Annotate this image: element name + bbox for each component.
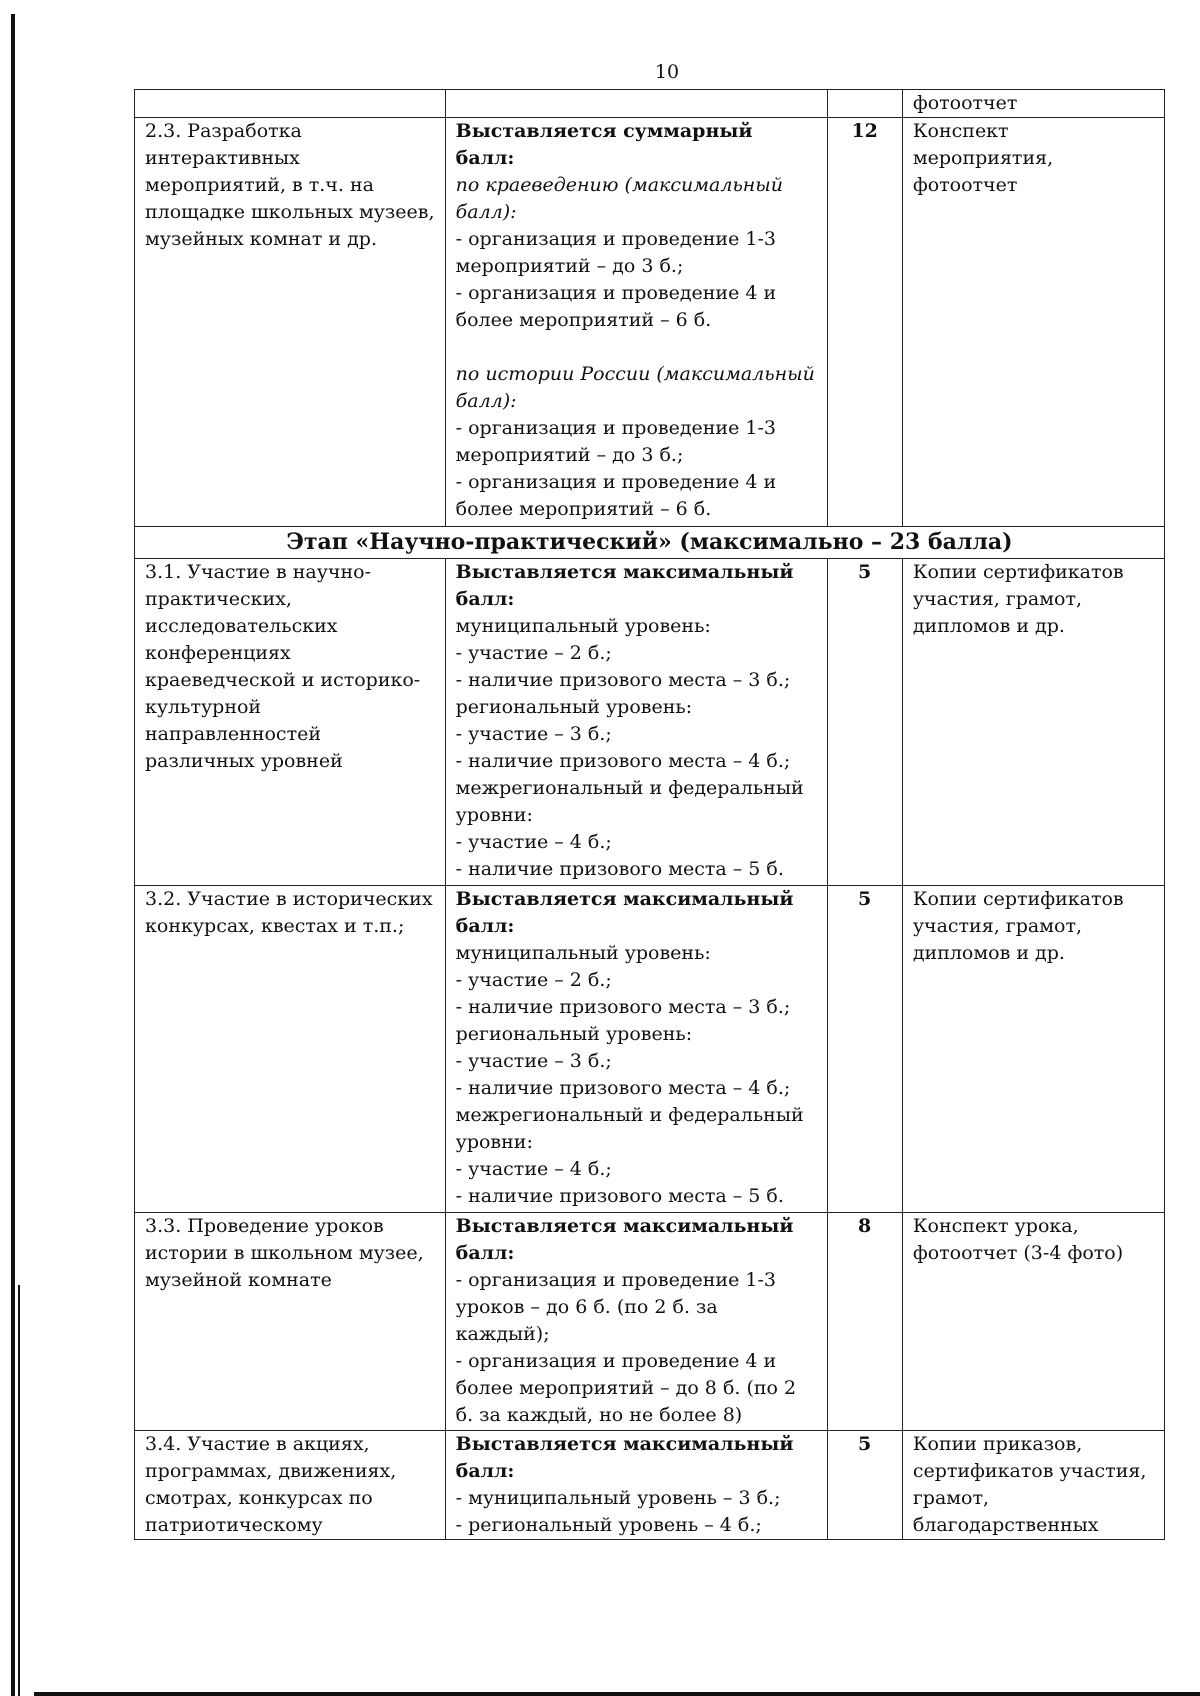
scoring-line: - участие – 4 б.; xyxy=(455,831,612,853)
table-row xyxy=(135,1213,1165,1431)
scoring-line: - организация и проведение 1-3 уроков – до 6 б. (по 2 б. за каждый); xyxy=(455,1269,776,1345)
scoring-line: региональный уровень: xyxy=(455,696,693,718)
score-cell: 5 xyxy=(827,1431,902,1540)
criterion-description-cell xyxy=(445,559,827,886)
scoring-line: - организация и проведение 4 и более мероприятий – 6 б. xyxy=(455,471,777,520)
score-cell xyxy=(827,90,902,118)
documents-cell: фотоотчет xyxy=(902,90,1164,118)
scoring-line: межрегиональный и федеральный уровни: xyxy=(455,777,804,826)
criterion-description-cell xyxy=(445,90,827,118)
scoring-line: - участие – 2 б.; xyxy=(455,642,612,664)
scoring-line: - муниципальный уровень – 3 б.; xyxy=(455,1487,781,1509)
criterion-description-cell xyxy=(445,1431,827,1540)
scoring-line: - участие – 4 б.; xyxy=(455,1158,612,1180)
stage-header-row xyxy=(135,527,1165,559)
documents-cell: Конспект урока, фотоотчет (3-4 фото) xyxy=(902,1213,1164,1431)
criterion-name-cell: 3.2. Участие в исторических конкурсах, квестах и т.п.; xyxy=(135,886,446,1213)
criterion-description-cell xyxy=(445,118,827,527)
documents-cell: Копии сертификатов участия, грамот, дипломов и др. xyxy=(902,886,1164,1213)
documents-cell: Копии приказов, сертификатов участия, грамот, благодарственных xyxy=(902,1431,1164,1540)
scoring-line: региональный уровень: xyxy=(455,1023,693,1045)
table-row xyxy=(135,118,1165,527)
criterion-name-cell: 3.3. Проведение уроков истории в школьном музее, музейной комнате xyxy=(135,1213,446,1431)
criterion-description-cell xyxy=(445,886,827,1213)
scan-bottom-edge xyxy=(34,1692,1200,1696)
scoring-line: - организация и проведение 4 и более мероприятий – до 8 б. (по 2 б. за каждый, но не более 8) xyxy=(455,1350,797,1426)
score-cell: 5 xyxy=(827,559,902,886)
scoring-line: - участие – 3 б.; xyxy=(455,1050,612,1072)
scoring-line: - наличие призового места – 4 б.; xyxy=(455,1077,791,1099)
scoring-line: - организация и проведение 1-3 мероприятий – до 3 б.; xyxy=(455,417,776,466)
scan-left-edge xyxy=(11,14,15,1696)
score-cell: 12 xyxy=(827,118,902,527)
scoring-rule-heading: Выставляется максимальный балл: xyxy=(455,1215,794,1264)
scoring-rule-heading: Выставляется максимальный балл: xyxy=(455,888,794,937)
scoring-line: - наличие призового места – 3 б.; xyxy=(455,669,791,691)
table-row xyxy=(135,90,1165,118)
criterion-name-cell xyxy=(135,90,446,118)
scoring-rule-heading: Выставляется максимальный балл: xyxy=(455,1433,794,1482)
scoring-line: - участие – 2 б.; xyxy=(455,969,612,991)
table-row xyxy=(135,886,1165,1213)
scoring-subheading: по истории России (максимальный балл): xyxy=(455,363,815,412)
criterion-name-cell: 2.3. Разработка интерактивных мероприятий, в т.ч. на площадке школьных музеев, музейных комнат и др. xyxy=(135,118,446,527)
score-cell: 8 xyxy=(827,1213,902,1431)
blank-line xyxy=(456,334,817,361)
score-cell: 5 xyxy=(827,886,902,1213)
scoring-line: - наличие призового места – 5 б. xyxy=(455,1185,784,1207)
scoring-line: межрегиональный и федеральный уровни: xyxy=(455,1104,804,1153)
criterion-name-cell: 3.4. Участие в акциях, программах, движениях, смотрах, конкурсах по патриотическому xyxy=(135,1431,446,1540)
criterion-name-cell: 3.1. Участие в научно-практических, исследовательских конференциях краеведческой и историко-культурной направленностей различных уровней xyxy=(135,559,446,886)
scoring-line: - организация и проведение 1-3 мероприятий – до 3 б.; xyxy=(455,228,776,277)
table-row xyxy=(135,1431,1165,1540)
criterion-description-cell xyxy=(445,1213,827,1431)
criteria-table xyxy=(134,89,1165,1540)
scoring-line: - наличие призового места – 3 б.; xyxy=(455,996,791,1018)
stage-header: Этап «Научно-практический» (максимально – 23 балла) xyxy=(135,527,1165,559)
scan-left-edge-secondary xyxy=(18,1285,20,1696)
scoring-line: - региональный уровень – 4 б.; xyxy=(455,1514,762,1536)
scoring-subheading: по краеведению (максимальный балл): xyxy=(455,174,784,223)
table-row xyxy=(135,559,1165,886)
scoring-rule-heading: Выставляется суммарный балл: xyxy=(455,120,753,169)
scoring-rule-heading: Выставляется максимальный балл: xyxy=(455,561,794,610)
scoring-line: - наличие призового места – 5 б. xyxy=(455,858,784,880)
page-number: 10 xyxy=(654,61,680,83)
scoring-line: - организация и проведение 4 и более мероприятий – 6 б. xyxy=(455,282,777,331)
scoring-line: муниципальный уровень: xyxy=(455,615,711,637)
scoring-line: муниципальный уровень: xyxy=(455,942,711,964)
scoring-line: - наличие призового места – 4 б.; xyxy=(455,750,791,772)
documents-cell: Копии сертификатов участия, грамот, дипломов и др. xyxy=(902,559,1164,886)
documents-cell: Конспект мероприятия, фотоотчет xyxy=(902,118,1164,527)
scoring-line: - участие – 3 б.; xyxy=(455,723,612,745)
